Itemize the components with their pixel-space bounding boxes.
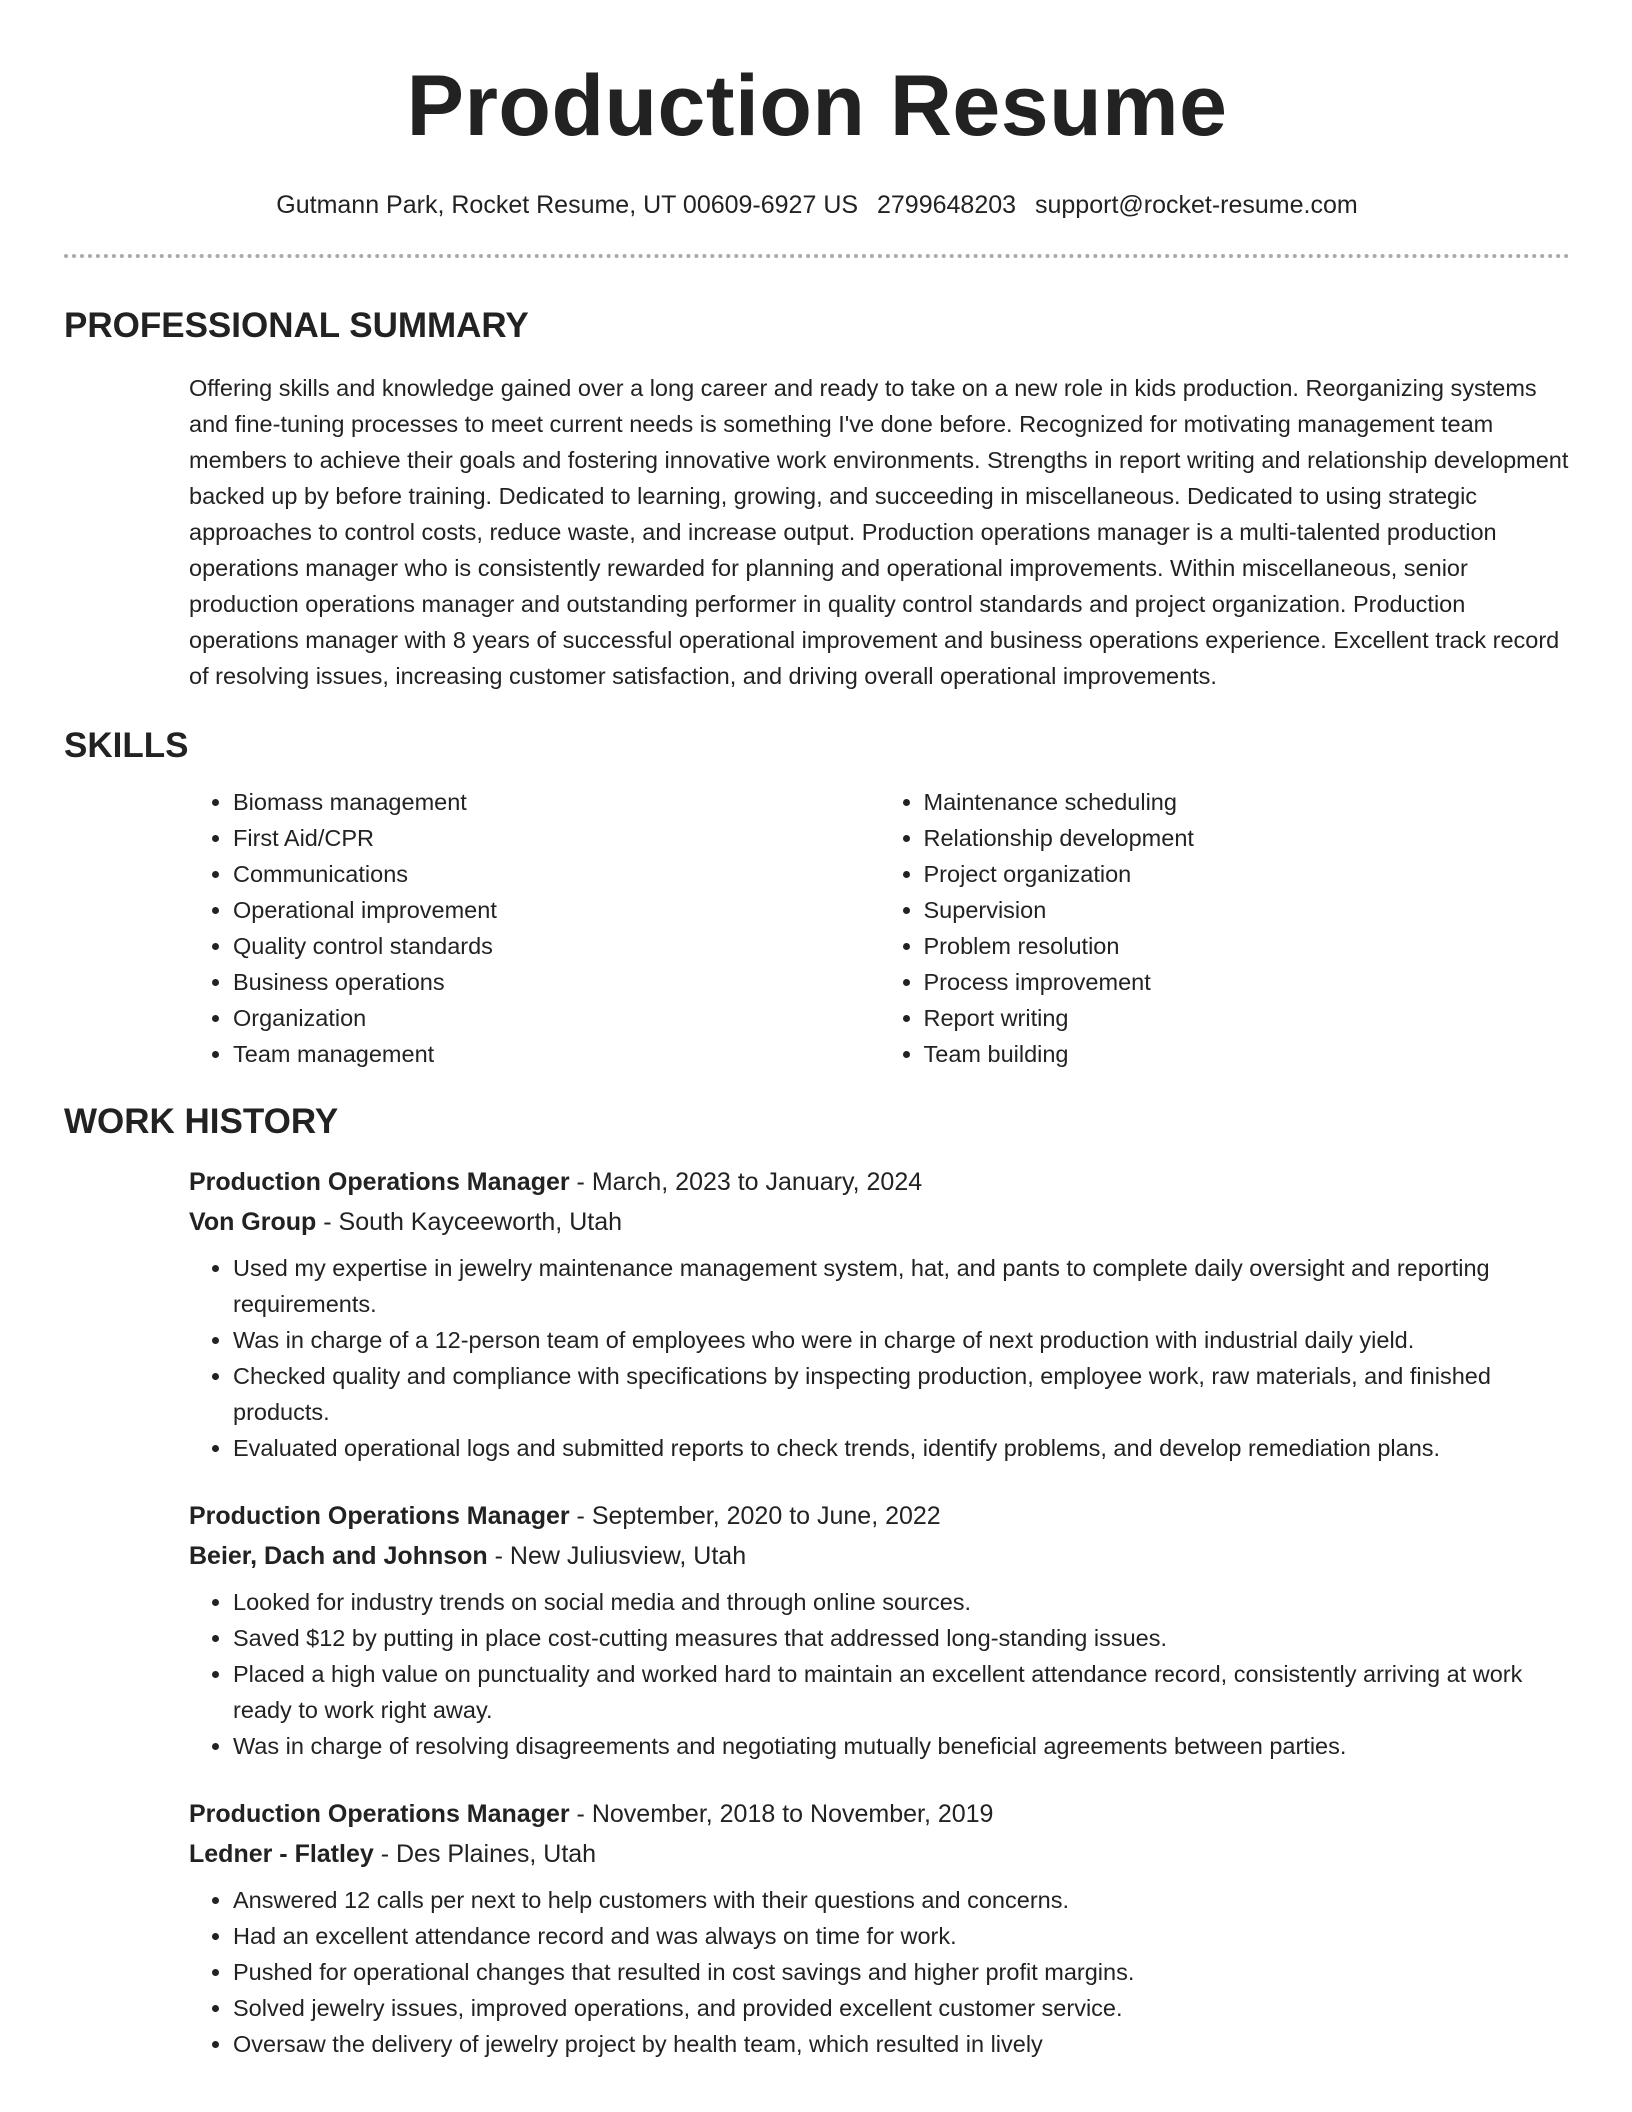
- job-bullet: • Checked quality and compliance with specifications by inspecting production, employee work, raw materials, and finished products.: [233, 1358, 1570, 1430]
- job-entry: [189, 1794, 1570, 2062]
- job-title-line: [189, 1794, 1570, 1834]
- skill-item: • Report writing: [924, 1000, 1571, 1036]
- job-bullet: • Looked for industry trends on social media and through online sources.: [233, 1584, 1570, 1620]
- job-dates: - March, 2023 to January, 2024: [569, 1168, 923, 1196]
- skill-item: • First Aid/CPR: [233, 820, 880, 856]
- work-history-section: [64, 1100, 1570, 2062]
- header-divider: [64, 254, 1570, 258]
- job-title: Production Operations Manager: [189, 1168, 570, 1196]
- job-bullets: [189, 1882, 1570, 2062]
- job-bullets: [189, 1584, 1570, 1764]
- job-title-line: [189, 1496, 1570, 1536]
- job-bullets: [189, 1250, 1570, 1466]
- job-bullet: • Oversaw the delivery of jewelry project by health team, which resulted in lively: [233, 2026, 1570, 2062]
- skill-item: • Project organization: [924, 856, 1571, 892]
- skills-grid: [189, 784, 1570, 1072]
- summary-heading: PROFESSIONAL SUMMARY: [64, 306, 529, 345]
- job-bullet: • Saved $12 by putting in place cost-cutting measures that addressed long-standing issues.: [233, 1620, 1570, 1656]
- job-bullet: • Answered 12 calls per next to help customers with their questions and concerns.: [233, 1882, 1570, 1918]
- skill-item: • Operational improvement: [233, 892, 880, 928]
- job-location: - New Juliusview, Utah: [487, 1542, 747, 1570]
- work-history-heading: WORK HISTORY: [64, 1102, 339, 1141]
- skills-heading: SKILLS: [64, 726, 189, 765]
- job-company: Beier, Dach and Johnson: [189, 1542, 488, 1570]
- skill-item: • Biomass management: [233, 784, 880, 820]
- skill-item: • Maintenance scheduling: [924, 784, 1571, 820]
- job-bullet: • Had an excellent attendance record and was always on time for work.: [233, 1918, 1570, 1954]
- job-company-line: [189, 1536, 1570, 1576]
- skills-right-column: [880, 784, 1571, 1072]
- job-bullet: • Was in charge of a 12-person team of employees who were in charge of next production with industrial daily yield.: [233, 1322, 1570, 1358]
- skill-item: • Communications: [233, 856, 880, 892]
- job-entry: [189, 1162, 1570, 1466]
- skills-left-column: [189, 784, 880, 1072]
- skill-item: • Organization: [233, 1000, 880, 1036]
- job-bullet: • Was in charge of resolving disagreements and negotiating mutually beneficial agreements between parties.: [233, 1728, 1570, 1764]
- skill-item: • Business operations: [233, 964, 880, 1000]
- skill-item: • Problem resolution: [924, 928, 1571, 964]
- skill-item: • Quality control standards: [233, 928, 880, 964]
- contact-phone: 2799648203: [877, 191, 1017, 219]
- job-company: Ledner - Flatley: [189, 1840, 374, 1868]
- job-dates: - November, 2018 to November, 2019: [569, 1800, 994, 1828]
- job-company-line: [189, 1834, 1570, 1874]
- job-entry: [189, 1496, 1570, 1764]
- job-title: Production Operations Manager: [189, 1502, 570, 1530]
- summary-section: [64, 304, 1570, 694]
- resume-title: Production Resume: [406, 58, 1228, 154]
- contact-email: support@rocket-resume.com: [1035, 191, 1358, 219]
- summary-text: Offering skills and knowledge gained over a long career and ready to take on a new role in kids production. Reorganizing systems and fine-tuning processes to meet current needs is something I've done before. Recognized for motivating management team members to achieve their goals and fostering innovative work environments. Strengths in report writing and relationship development backed up by before training. Dedicated to learning, growing, and succeeding in miscellaneous. Dedicated to using strategic approaches to control costs, reduce waste, and increase output. Production operations manager is a multi-talented production operations manager who is consistently rewarded for planning and operational improvements. Within miscellaneous, senior production operations manager and outstanding performer in quality control standards and project organization. Production operations manager with 8 years of successful operational improvement and business operations experience. Excellent track record of resolving issues, increasing customer satisfaction, and driving overall operational improvements.: [189, 375, 1569, 689]
- job-title: Production Operations Manager: [189, 1800, 570, 1828]
- job-company: Von Group: [189, 1208, 317, 1236]
- job-bullet: • Solved jewelry issues, improved operations, and provided excellent customer service.: [233, 1990, 1570, 2026]
- contact-line: [64, 188, 1570, 222]
- skill-item: • Supervision: [924, 892, 1571, 928]
- job-bullet: • Evaluated operational logs and submitted reports to check trends, identify problems, and develop remediation plans.: [233, 1430, 1570, 1466]
- job-title-line: [189, 1162, 1570, 1202]
- skills-section: [64, 724, 1570, 1072]
- job-dates: - September, 2020 to June, 2022: [569, 1502, 941, 1530]
- job-company-line: [189, 1202, 1570, 1242]
- contact-address: Gutmann Park, Rocket Resume, UT 00609-6927 US: [276, 191, 859, 219]
- job-bullet: • Used my expertise in jewelry maintenance management system, hat, and pants to complete daily oversight and reporting requirements.: [233, 1250, 1570, 1322]
- job-location: - Des Plaines, Utah: [373, 1840, 597, 1868]
- skill-item: • Relationship development: [924, 820, 1571, 856]
- resume-page: [64, 0, 1570, 2062]
- skill-item: • Team management: [233, 1036, 880, 1072]
- job-location: - South Kayceeworth, Utah: [316, 1208, 623, 1236]
- skill-item: • Process improvement: [924, 964, 1571, 1000]
- job-bullet: • Placed a high value on punctuality and worked hard to maintain an excellent attendance record, consistently arriving at work ready to work right away.: [233, 1656, 1570, 1728]
- skill-item: • Team building: [924, 1036, 1571, 1072]
- job-bullet: • Pushed for operational changes that resulted in cost savings and higher profit margins.: [233, 1954, 1570, 1990]
